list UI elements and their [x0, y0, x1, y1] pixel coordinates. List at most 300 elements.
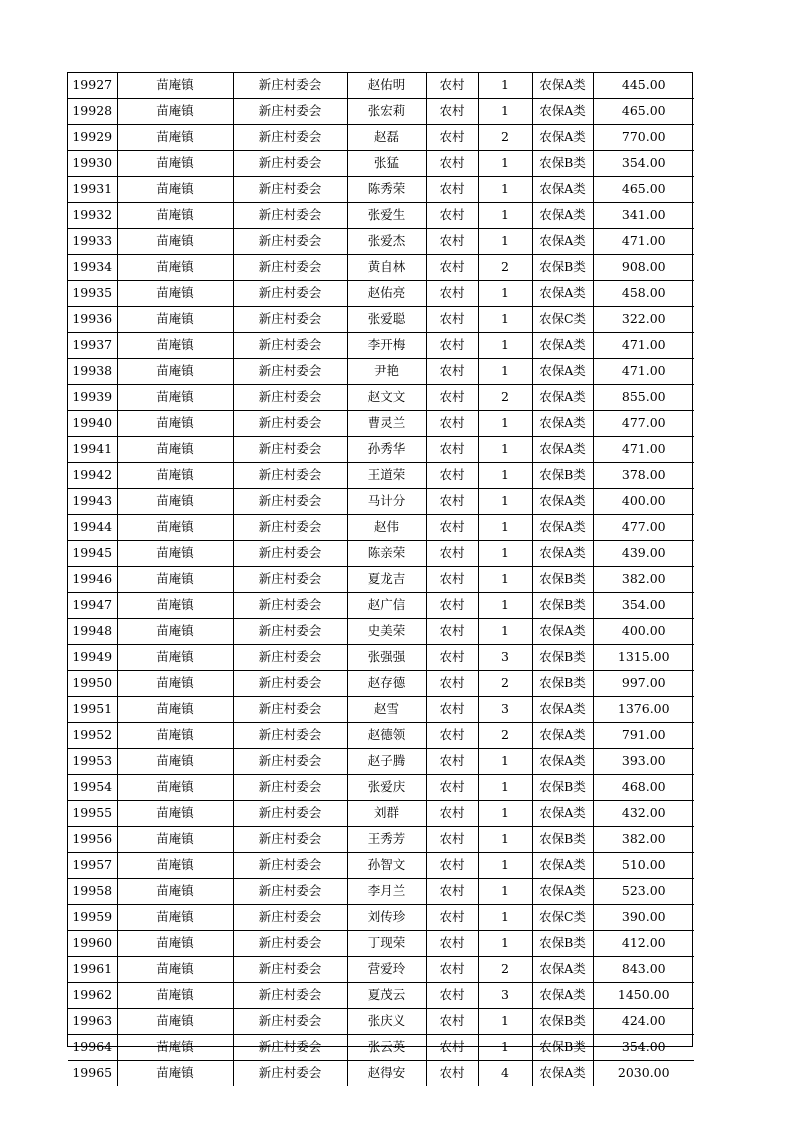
insurance-category-cell: 农保A类 [532, 177, 593, 203]
amount-cell: 439.00 [593, 541, 694, 567]
table-row [68, 671, 694, 697]
household-count-cell: 2 [478, 385, 532, 411]
amount-cell: 382.00 [593, 567, 694, 593]
residence-type-cell: 农村 [426, 203, 478, 229]
record-id-cell: 19944 [68, 515, 117, 541]
village-committee-cell: 新庄村委会 [233, 151, 347, 177]
household-count-cell: 3 [478, 697, 532, 723]
amount-cell: 354.00 [593, 593, 694, 619]
table-row [68, 853, 694, 879]
residence-type-cell: 农村 [426, 125, 478, 151]
table-row [68, 645, 694, 671]
town-cell: 苗庵镇 [117, 73, 233, 99]
household-count-cell: 1 [478, 489, 532, 515]
record-id-cell: 19932 [68, 203, 117, 229]
amount-cell: 393.00 [593, 749, 694, 775]
record-id-cell: 19946 [68, 567, 117, 593]
household-count-cell: 3 [478, 645, 532, 671]
table-row [68, 489, 694, 515]
record-id-cell: 19928 [68, 99, 117, 125]
insurance-category-cell: 农保A类 [532, 697, 593, 723]
household-count-cell: 1 [478, 229, 532, 255]
household-count-cell: 1 [478, 411, 532, 437]
household-count-cell: 1 [478, 931, 532, 957]
insurance-category-cell: 农保A类 [532, 853, 593, 879]
town-cell: 苗庵镇 [117, 203, 233, 229]
table-row [68, 385, 694, 411]
insurance-category-cell: 农保A类 [532, 229, 593, 255]
household-count-cell: 1 [478, 541, 532, 567]
person-name-cell: 夏茂云 [347, 983, 426, 1009]
person-name-cell: 赵伟 [347, 515, 426, 541]
insurance-category-cell: 农保B类 [532, 1035, 593, 1061]
record-id-cell: 19955 [68, 801, 117, 827]
town-cell: 苗庵镇 [117, 151, 233, 177]
residence-type-cell: 农村 [426, 723, 478, 749]
person-name-cell: 孙秀华 [347, 437, 426, 463]
village-committee-cell: 新庄村委会 [233, 359, 347, 385]
town-cell: 苗庵镇 [117, 801, 233, 827]
record-id-cell: 19958 [68, 879, 117, 905]
record-id-cell: 19965 [68, 1061, 117, 1087]
table-row [68, 515, 694, 541]
town-cell: 苗庵镇 [117, 749, 233, 775]
table-row [68, 593, 694, 619]
town-cell: 苗庵镇 [117, 541, 233, 567]
record-id-cell: 19957 [68, 853, 117, 879]
town-cell: 苗庵镇 [117, 853, 233, 879]
amount-cell: 997.00 [593, 671, 694, 697]
person-name-cell: 张爱生 [347, 203, 426, 229]
village-committee-cell: 新庄村委会 [233, 645, 347, 671]
record-id-cell: 19951 [68, 697, 117, 723]
amount-cell: 477.00 [593, 411, 694, 437]
residence-type-cell: 农村 [426, 827, 478, 853]
record-id-cell: 19934 [68, 255, 117, 281]
household-count-cell: 2 [478, 671, 532, 697]
record-id-cell: 19938 [68, 359, 117, 385]
person-name-cell: 营爱玲 [347, 957, 426, 983]
residence-type-cell: 农村 [426, 775, 478, 801]
amount-cell: 471.00 [593, 333, 694, 359]
household-count-cell: 1 [478, 1009, 532, 1035]
person-name-cell: 刘传珍 [347, 905, 426, 931]
town-cell: 苗庵镇 [117, 1035, 233, 1061]
insurance-category-cell: 农保C类 [532, 307, 593, 333]
table-row [68, 749, 694, 775]
amount-cell: 908.00 [593, 255, 694, 281]
person-name-cell: 陈亲荣 [347, 541, 426, 567]
household-count-cell: 1 [478, 801, 532, 827]
table-row [68, 1061, 694, 1087]
household-count-cell: 1 [478, 437, 532, 463]
record-id-cell: 19933 [68, 229, 117, 255]
town-cell: 苗庵镇 [117, 905, 233, 931]
insurance-category-cell: 农保B类 [532, 255, 593, 281]
town-cell: 苗庵镇 [117, 333, 233, 359]
residence-type-cell: 农村 [426, 229, 478, 255]
village-committee-cell: 新庄村委会 [233, 1009, 347, 1035]
village-committee-cell: 新庄村委会 [233, 931, 347, 957]
insurance-category-cell: 农保A类 [532, 489, 593, 515]
person-name-cell: 赵子腾 [347, 749, 426, 775]
person-name-cell: 赵雪 [347, 697, 426, 723]
table-row [68, 1009, 694, 1035]
amount-cell: 791.00 [593, 723, 694, 749]
residence-type-cell: 农村 [426, 385, 478, 411]
amount-cell: 354.00 [593, 1035, 694, 1061]
insurance-category-cell: 农保B类 [532, 645, 593, 671]
residence-type-cell: 农村 [426, 671, 478, 697]
table-row [68, 333, 694, 359]
town-cell: 苗庵镇 [117, 1061, 233, 1087]
table-row [68, 697, 694, 723]
residence-type-cell: 农村 [426, 749, 478, 775]
person-name-cell: 张爱庆 [347, 775, 426, 801]
table-row [68, 229, 694, 255]
town-cell: 苗庵镇 [117, 983, 233, 1009]
household-count-cell: 1 [478, 1035, 532, 1061]
insurance-category-cell: 农保A类 [532, 125, 593, 151]
record-id-cell: 19930 [68, 151, 117, 177]
household-count-cell: 2 [478, 723, 532, 749]
roster-table [68, 73, 694, 1086]
insurance-category-cell: 农保A类 [532, 879, 593, 905]
residence-type-cell: 农村 [426, 359, 478, 385]
village-committee-cell: 新庄村委会 [233, 593, 347, 619]
village-committee-cell: 新庄村委会 [233, 73, 347, 99]
table-row [68, 255, 694, 281]
household-count-cell: 1 [478, 73, 532, 99]
table-row [68, 801, 694, 827]
person-name-cell: 张猛 [347, 151, 426, 177]
record-id-cell: 19929 [68, 125, 117, 151]
residence-type-cell: 农村 [426, 801, 478, 827]
household-count-cell: 1 [478, 853, 532, 879]
record-id-cell: 19954 [68, 775, 117, 801]
amount-cell: 432.00 [593, 801, 694, 827]
town-cell: 苗庵镇 [117, 645, 233, 671]
residence-type-cell: 农村 [426, 489, 478, 515]
person-name-cell: 张强强 [347, 645, 426, 671]
residence-type-cell: 农村 [426, 281, 478, 307]
town-cell: 苗庵镇 [117, 593, 233, 619]
table-row [68, 957, 694, 983]
table-row [68, 775, 694, 801]
person-name-cell: 丁现荣 [347, 931, 426, 957]
amount-cell: 523.00 [593, 879, 694, 905]
amount-cell: 471.00 [593, 359, 694, 385]
residence-type-cell: 农村 [426, 645, 478, 671]
town-cell: 苗庵镇 [117, 515, 233, 541]
amount-cell: 354.00 [593, 151, 694, 177]
insurance-category-cell: 农保A类 [532, 73, 593, 99]
village-committee-cell: 新庄村委会 [233, 1061, 347, 1087]
town-cell: 苗庵镇 [117, 723, 233, 749]
person-name-cell: 王道荣 [347, 463, 426, 489]
residence-type-cell: 农村 [426, 541, 478, 567]
residence-type-cell: 农村 [426, 1035, 478, 1061]
record-id-cell: 19945 [68, 541, 117, 567]
household-count-cell: 1 [478, 749, 532, 775]
record-id-cell: 19936 [68, 307, 117, 333]
amount-cell: 382.00 [593, 827, 694, 853]
town-cell: 苗庵镇 [117, 307, 233, 333]
insurance-category-cell: 农保A类 [532, 515, 593, 541]
person-name-cell: 张云英 [347, 1035, 426, 1061]
table-row [68, 437, 694, 463]
person-name-cell: 张爱杰 [347, 229, 426, 255]
residence-type-cell: 农村 [426, 879, 478, 905]
record-id-cell: 19939 [68, 385, 117, 411]
insurance-category-cell: 农保B类 [532, 827, 593, 853]
person-name-cell: 赵广信 [347, 593, 426, 619]
amount-cell: 341.00 [593, 203, 694, 229]
town-cell: 苗庵镇 [117, 619, 233, 645]
record-id-cell: 19948 [68, 619, 117, 645]
person-name-cell: 马计分 [347, 489, 426, 515]
village-committee-cell: 新庄村委会 [233, 1035, 347, 1061]
record-id-cell: 19927 [68, 73, 117, 99]
insurance-category-cell: 农保A类 [532, 983, 593, 1009]
amount-cell: 468.00 [593, 775, 694, 801]
town-cell: 苗庵镇 [117, 1009, 233, 1035]
insurance-category-cell: 农保B类 [532, 1009, 593, 1035]
household-count-cell: 1 [478, 281, 532, 307]
table-row [68, 879, 694, 905]
insurance-category-cell: 农保B类 [532, 463, 593, 489]
person-name-cell: 李月兰 [347, 879, 426, 905]
village-committee-cell: 新庄村委会 [233, 229, 347, 255]
household-count-cell: 2 [478, 125, 532, 151]
village-committee-cell: 新庄村委会 [233, 905, 347, 931]
village-committee-cell: 新庄村委会 [233, 489, 347, 515]
residence-type-cell: 农村 [426, 255, 478, 281]
table-row [68, 567, 694, 593]
town-cell: 苗庵镇 [117, 281, 233, 307]
record-id-cell: 19947 [68, 593, 117, 619]
town-cell: 苗庵镇 [117, 125, 233, 151]
amount-cell: 445.00 [593, 73, 694, 99]
table-row [68, 99, 694, 125]
residence-type-cell: 农村 [426, 437, 478, 463]
amount-cell: 424.00 [593, 1009, 694, 1035]
town-cell: 苗庵镇 [117, 437, 233, 463]
village-committee-cell: 新庄村委会 [233, 255, 347, 281]
person-name-cell: 孙智文 [347, 853, 426, 879]
record-id-cell: 19952 [68, 723, 117, 749]
amount-cell: 855.00 [593, 385, 694, 411]
amount-cell: 1376.00 [593, 697, 694, 723]
table-row [68, 1035, 694, 1061]
amount-cell: 390.00 [593, 905, 694, 931]
town-cell: 苗庵镇 [117, 177, 233, 203]
household-count-cell: 1 [478, 203, 532, 229]
amount-cell: 400.00 [593, 619, 694, 645]
person-name-cell: 曹灵兰 [347, 411, 426, 437]
household-count-cell: 1 [478, 619, 532, 645]
village-committee-cell: 新庄村委会 [233, 983, 347, 1009]
household-count-cell: 2 [478, 255, 532, 281]
residence-type-cell: 农村 [426, 177, 478, 203]
household-count-cell: 1 [478, 879, 532, 905]
village-committee-cell: 新庄村委会 [233, 463, 347, 489]
insurance-category-cell: 农保A类 [532, 541, 593, 567]
town-cell: 苗庵镇 [117, 931, 233, 957]
village-committee-cell: 新庄村委会 [233, 541, 347, 567]
town-cell: 苗庵镇 [117, 411, 233, 437]
insurance-category-cell: 农保B类 [532, 775, 593, 801]
table-row [68, 619, 694, 645]
table-row [68, 931, 694, 957]
table-row [68, 723, 694, 749]
table-row [68, 827, 694, 853]
table-row [68, 463, 694, 489]
residence-type-cell: 农村 [426, 983, 478, 1009]
amount-cell: 322.00 [593, 307, 694, 333]
village-committee-cell: 新庄村委会 [233, 775, 347, 801]
insurance-category-cell: 农保A类 [532, 619, 593, 645]
amount-cell: 2030.00 [593, 1061, 694, 1087]
insurance-category-cell: 农保A类 [532, 411, 593, 437]
amount-cell: 770.00 [593, 125, 694, 151]
amount-cell: 1450.00 [593, 983, 694, 1009]
record-id-cell: 19931 [68, 177, 117, 203]
table-row [68, 411, 694, 437]
table-row [68, 905, 694, 931]
household-count-cell: 1 [478, 827, 532, 853]
insurance-category-cell: 农保B类 [532, 567, 593, 593]
village-committee-cell: 新庄村委会 [233, 567, 347, 593]
insurance-category-cell: 农保B类 [532, 151, 593, 177]
amount-cell: 471.00 [593, 437, 694, 463]
residence-type-cell: 农村 [426, 307, 478, 333]
village-committee-cell: 新庄村委会 [233, 879, 347, 905]
record-id-cell: 19956 [68, 827, 117, 853]
record-id-cell: 19941 [68, 437, 117, 463]
person-name-cell: 赵存德 [347, 671, 426, 697]
village-committee-cell: 新庄村委会 [233, 333, 347, 359]
household-count-cell: 1 [478, 567, 532, 593]
person-name-cell: 黄自林 [347, 255, 426, 281]
insurance-category-cell: 农保A类 [532, 333, 593, 359]
residence-type-cell: 农村 [426, 151, 478, 177]
table-row [68, 307, 694, 333]
record-id-cell: 19963 [68, 1009, 117, 1035]
village-committee-cell: 新庄村委会 [233, 515, 347, 541]
record-id-cell: 19942 [68, 463, 117, 489]
record-id-cell: 19953 [68, 749, 117, 775]
village-committee-cell: 新庄村委会 [233, 307, 347, 333]
household-count-cell: 1 [478, 333, 532, 359]
amount-cell: 378.00 [593, 463, 694, 489]
village-committee-cell: 新庄村委会 [233, 697, 347, 723]
roster-body [68, 73, 694, 1086]
record-id-cell: 19949 [68, 645, 117, 671]
person-name-cell: 赵得安 [347, 1061, 426, 1087]
household-count-cell: 1 [478, 307, 532, 333]
village-committee-cell: 新庄村委会 [233, 281, 347, 307]
record-id-cell: 19964 [68, 1035, 117, 1061]
household-count-cell: 3 [478, 983, 532, 1009]
insurance-category-cell: 农保A类 [532, 801, 593, 827]
insurance-category-cell: 农保A类 [532, 385, 593, 411]
amount-cell: 843.00 [593, 957, 694, 983]
town-cell: 苗庵镇 [117, 359, 233, 385]
village-committee-cell: 新庄村委会 [233, 827, 347, 853]
residence-type-cell: 农村 [426, 333, 478, 359]
town-cell: 苗庵镇 [117, 229, 233, 255]
table-row [68, 983, 694, 1009]
village-committee-cell: 新庄村委会 [233, 671, 347, 697]
insurance-category-cell: 农保C类 [532, 905, 593, 931]
insurance-category-cell: 农保A类 [532, 957, 593, 983]
household-count-cell: 1 [478, 359, 532, 385]
town-cell: 苗庵镇 [117, 671, 233, 697]
table-row [68, 203, 694, 229]
table-row [68, 151, 694, 177]
town-cell: 苗庵镇 [117, 463, 233, 489]
roster-sheet [67, 72, 693, 1081]
town-cell: 苗庵镇 [117, 775, 233, 801]
residence-type-cell: 农村 [426, 593, 478, 619]
residence-type-cell: 农村 [426, 957, 478, 983]
person-name-cell: 陈秀荣 [347, 177, 426, 203]
insurance-category-cell: 农保B类 [532, 931, 593, 957]
person-name-cell: 赵德领 [347, 723, 426, 749]
residence-type-cell: 农村 [426, 619, 478, 645]
person-name-cell: 赵文文 [347, 385, 426, 411]
insurance-category-cell: 农保A类 [532, 723, 593, 749]
village-committee-cell: 新庄村委会 [233, 203, 347, 229]
village-committee-cell: 新庄村委会 [233, 99, 347, 125]
village-committee-cell: 新庄村委会 [233, 801, 347, 827]
village-committee-cell: 新庄村委会 [233, 411, 347, 437]
residence-type-cell: 农村 [426, 853, 478, 879]
person-name-cell: 史美荣 [347, 619, 426, 645]
household-count-cell: 1 [478, 905, 532, 931]
insurance-category-cell: 农保A类 [532, 437, 593, 463]
person-name-cell: 赵磊 [347, 125, 426, 151]
record-id-cell: 19950 [68, 671, 117, 697]
record-id-cell: 19960 [68, 931, 117, 957]
record-id-cell: 19935 [68, 281, 117, 307]
record-id-cell: 19937 [68, 333, 117, 359]
residence-type-cell: 农村 [426, 463, 478, 489]
residence-type-cell: 农村 [426, 515, 478, 541]
insurance-category-cell: 农保A类 [532, 1061, 593, 1087]
person-name-cell: 尹艳 [347, 359, 426, 385]
household-count-cell: 1 [478, 515, 532, 541]
residence-type-cell: 农村 [426, 1009, 478, 1035]
record-id-cell: 19959 [68, 905, 117, 931]
amount-cell: 465.00 [593, 99, 694, 125]
village-committee-cell: 新庄村委会 [233, 385, 347, 411]
amount-cell: 400.00 [593, 489, 694, 515]
person-name-cell: 王秀芳 [347, 827, 426, 853]
village-committee-cell: 新庄村委会 [233, 619, 347, 645]
household-count-cell: 4 [478, 1061, 532, 1087]
record-id-cell: 19962 [68, 983, 117, 1009]
town-cell: 苗庵镇 [117, 879, 233, 905]
residence-type-cell: 农村 [426, 73, 478, 99]
residence-type-cell: 农村 [426, 697, 478, 723]
town-cell: 苗庵镇 [117, 567, 233, 593]
town-cell: 苗庵镇 [117, 957, 233, 983]
household-count-cell: 1 [478, 775, 532, 801]
person-name-cell: 张宏莉 [347, 99, 426, 125]
village-committee-cell: 新庄村委会 [233, 125, 347, 151]
